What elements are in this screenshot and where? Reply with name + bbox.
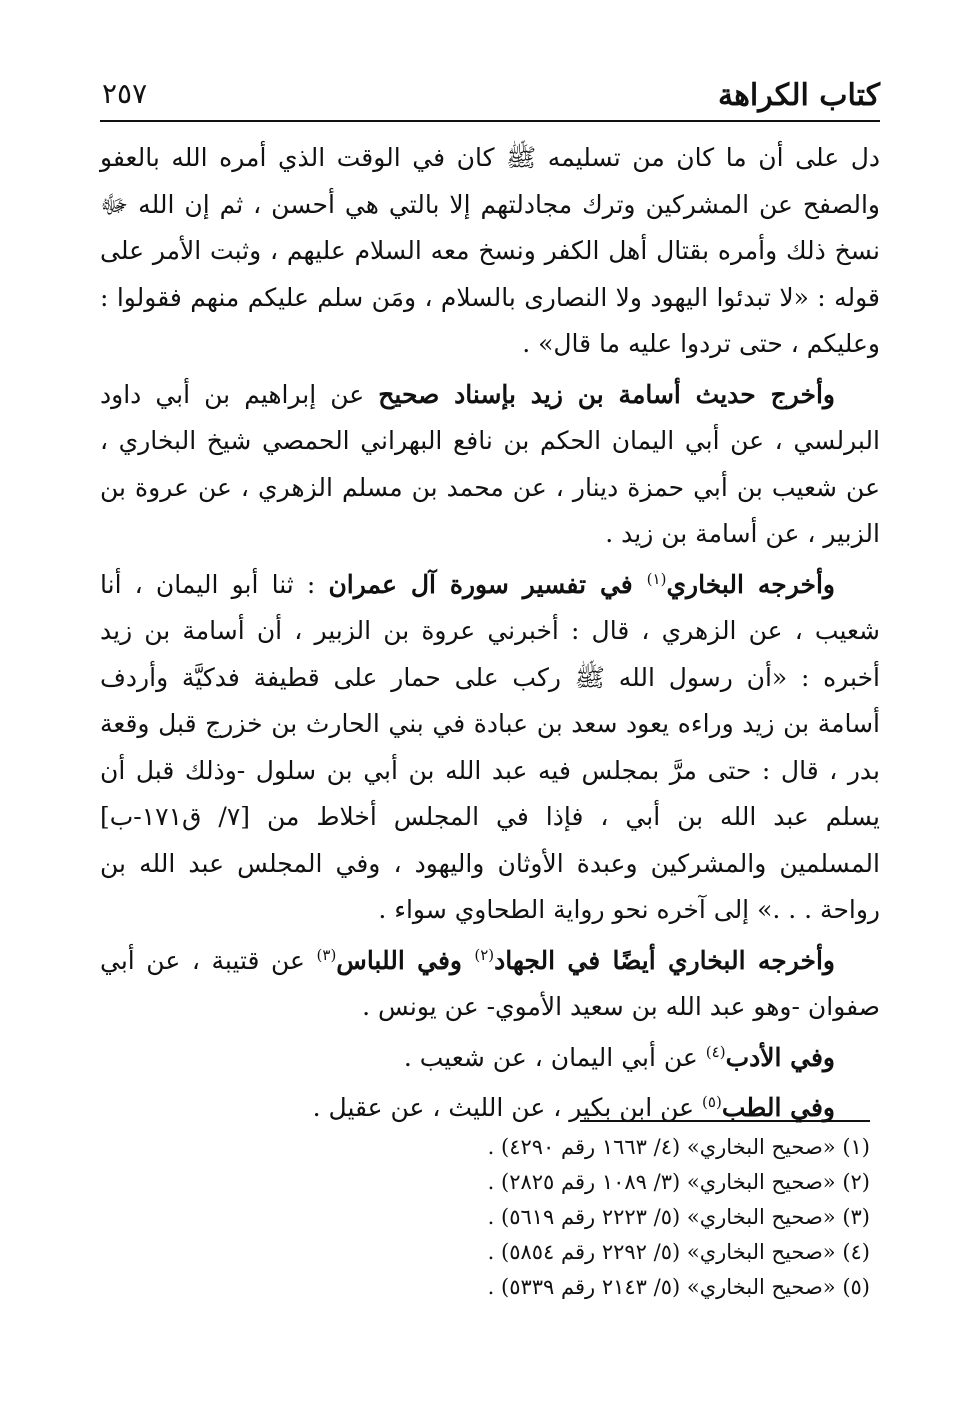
paragraph bbox=[100, 372, 880, 558]
paragraph bbox=[100, 1035, 880, 1082]
footnote-4: (٤) «صحيح البخاري» (٥/ ٢٢٩٢ رقم ٥٨٥٤) . bbox=[487, 1240, 870, 1264]
footnote-ref[interactable]: (٣) bbox=[316, 945, 337, 964]
page-header bbox=[100, 70, 880, 122]
footnotes bbox=[370, 1130, 870, 1305]
bold-lead: وأخرجه البخاري bbox=[666, 569, 835, 599]
footnote-ref[interactable]: (٥) bbox=[702, 1093, 722, 1111]
footnote-ref[interactable]: (٤) bbox=[705, 1042, 726, 1061]
paragraph bbox=[100, 938, 880, 1031]
bold-lead: وأخرجه البخاري أيضًا في الجهاد bbox=[494, 945, 835, 975]
footnote-ref[interactable]: (٢) bbox=[474, 945, 495, 964]
paragraph-text: دل على أن ما كان من تسليمه ﷺ كان في الوقت الذي أمره الله بالعفو والصفح عن المشركين وترك مجادلتهم إلا بالتي هي أحسن ، ثم إن الله ﷻ نسخ ذلك وأمره بقتال أهل الكفر ونسخ معه السلام عليهم ، وثبت الأمر على قوله : «لا تبدئوا اليهود ولا النصارى بالسلام ، ومَن سلم عليكم منهم فقولوا : وعليكم ، حتى تردوا عليه ما قال» . bbox=[100, 143, 880, 358]
chapter-title: كتاب الكراهة bbox=[718, 78, 880, 113]
bold-lead: وفي الطب bbox=[721, 1093, 835, 1122]
bold-lead: في تفسير سورة آل عمران bbox=[328, 569, 647, 599]
paragraph-text: عن قتيبة ، عن أبي صفوان -وهو عبد الله بن سعيد الأموي- عن يونس . bbox=[100, 945, 880, 1021]
page-number: ٢٥٧ bbox=[102, 77, 148, 110]
footnote-1: (١) «صحيح البخاري» (٤/ ١٦٦٣ رقم ٤٢٩٠) . bbox=[487, 1135, 870, 1159]
bold-lead: وأخرج حديث أسامة بن زيد بإسناد صحيح bbox=[378, 379, 835, 409]
footnote-3: (٣) «صحيح البخاري» (٥/ ٢٢٢٣ رقم ٥٦١٩) . bbox=[487, 1205, 870, 1229]
paragraph-text: : ثنا أبو اليمان ، أنا شعيب ، عن الزهري ، قال : أخبرني عروة بن الزبير ، أن أسامة بن زيد أخبره : «أن رسول الله ﷺ ركب على حمار على قطيفة فدكيَّة وأردف أسامة بن زيد وراءه يعود سعد بن عبادة في بني الحارث بن خزرج قبل وقعة بدر ، قال : حتى مرَّ بمجلس فيه عبد الله بن أبي بن سلول -وذلك قبل أن يسلم عبد الله بن أبي ، فإذا في المجلس أخلاط من [٧/ ق١٧١-ب] المسلمين والمشركين وعبدة الأوثان واليهود ، وفي المجلس عبد الله بن رواحة . . .» إلى آخره نحو رواية الطحاوي سواء . bbox=[100, 569, 880, 924]
bold-lead: وفي اللباس bbox=[336, 945, 475, 975]
bold-lead: وفي الأدب bbox=[725, 1042, 835, 1072]
paragraph bbox=[100, 562, 880, 934]
main-text bbox=[100, 135, 880, 1132]
footnote-5: (٥) «صحيح البخاري» (٥/ ٢١٤٣ رقم ٥٣٣٩) . bbox=[487, 1275, 870, 1299]
footnote-ref[interactable]: (١) bbox=[646, 569, 667, 588]
paragraph bbox=[100, 1085, 880, 1132]
paragraph-text: عن إبراهيم بن أبي داود البرلسي ، عن أبي اليمان الحكم بن نافع البهراني الحمصي شيخ البخاري ، عن شعيب بن أبي حمزة دينار ، عن محمد بن مسلم الزهري ، عن عروة بن الزبير ، عن أسامة بن زيد . bbox=[100, 379, 880, 548]
paragraph bbox=[100, 135, 880, 368]
footnote-divider bbox=[580, 1120, 870, 1122]
paragraph-text: عن أبي اليمان ، عن شعيب . bbox=[403, 1042, 706, 1072]
paragraph-text: عن ابن بكير ، عن الليث ، عن عقيل . bbox=[312, 1093, 703, 1122]
footnote-2: (٢) «صحيح البخاري» (٣/ ١٠٨٩ رقم ٢٨٢٥) . bbox=[487, 1170, 870, 1194]
